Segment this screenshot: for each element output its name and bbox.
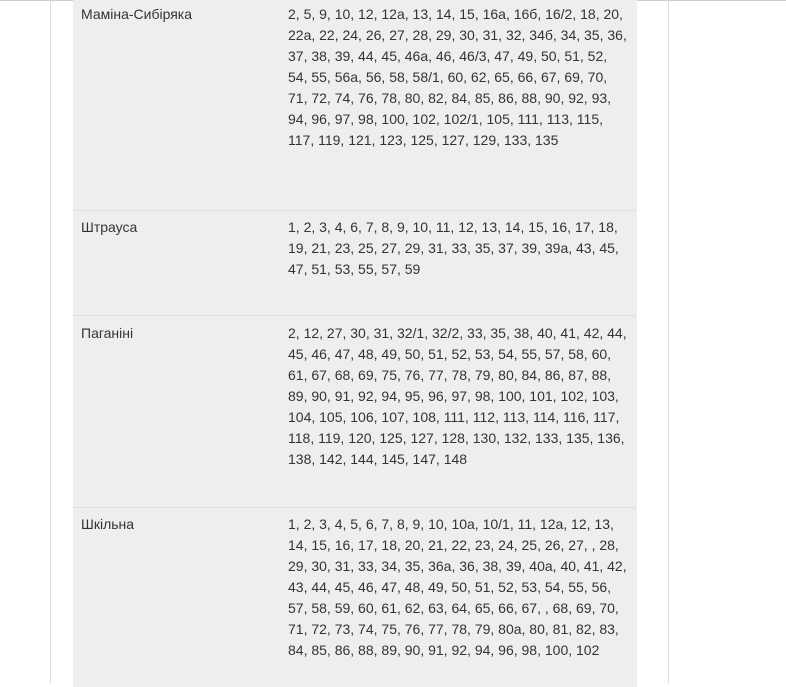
content-border-left: [50, 0, 51, 684]
street-name: Паганіні: [81, 325, 134, 341]
table-row: [73, 315, 637, 507]
house-numbers: 1, 2, 3, 4, 5, 6, 7, 8, 9, 10, 10а, 10/1, 11, 12а, 12, 13, 14, 15, 16, 17, 18, 20, 21, 22, 23, 24, 25, 26, 27, , 28, 29, 30, 31, 33, 34, 35, 36а, 36, 38, 39, 40а, 40, 41, 42, 43, 44, 45, 46, 47, 48, 49, 50, 51, 52, 53, 54, 55, 56, 57, 58, 59, 60, 61, 62, 63, 64, 65, 66, 67, , 68, 69, 70, 71, 72, 73, 74, 75, 76, 77, 78, 79, 80а, 80, 81, 82, 83, 84, 85, 86, 88, 89, 90, 91, 92, 94, 96, 98, 100, 102: [288, 516, 627, 658]
house-numbers: 2, 5, 9, 10, 12, 12а, 13, 14, 15, 16а, 16б, 16/2, 18, 20, 22а, 22, 24, 26, 27, 28, 29, 30, 31, 32, 34б, 34, 35, 36, 37, 38, 39, 44, 45, 46а, 46, 46/3, 47, 49, 50, 51, 52, 54, 55, 56а, 56, 58, 58/1, 60, 62, 65, 66, 67, 69, 70, 71, 72, 74, 76, 78, 80, 82, 84, 85, 86, 88, 90, 92, 93, 94, 96, 97, 98, 100, 102, 102/1, 105, 111, 113, 115, 117, 119, 121, 123, 125, 127, 129, 133, 135: [288, 6, 627, 148]
house-numbers: 1, 2, 3, 4, 6, 7, 8, 9, 10, 11, 12, 13, 14, 15, 16, 17, 18, 19, 21, 23, 25, 27, 29, 31, 33, 35, 37, 39, 39а, 43, 45, 47, 51, 53, 55, 57, 59: [288, 219, 619, 277]
streets-table: [73, 0, 637, 687]
street-name: Маміна-Сибіряка: [81, 6, 193, 22]
table-row: [73, 210, 637, 315]
house-numbers: 2, 12, 27, 30, 31, 32/1, 32/2, 33, 35, 38, 40, 41, 42, 44, 45, 46, 47, 48, 49, 50, 51, 52, 53, 54, 55, 57, 58, 60, 61, 67, 68, 69, 75, 76, 77, 78, 79, 80, 84, 86, 87, 88, 89, 90, 91, 92, 94, 95, 96, 97, 98, 100, 101, 102, 103, 104, 105, 106, 107, 108, 111, 112, 113, 114, 116, 117, 118, 119, 120, 125, 127, 128, 130, 132, 133, 135, 136, 138, 142, 144, 145, 147, 148: [288, 325, 627, 467]
table-row: [73, 0, 637, 210]
table-row: [73, 507, 637, 687]
street-name: Штрауса: [81, 219, 138, 235]
content-border-right: [668, 0, 669, 684]
street-name: Шкільна: [81, 516, 135, 532]
